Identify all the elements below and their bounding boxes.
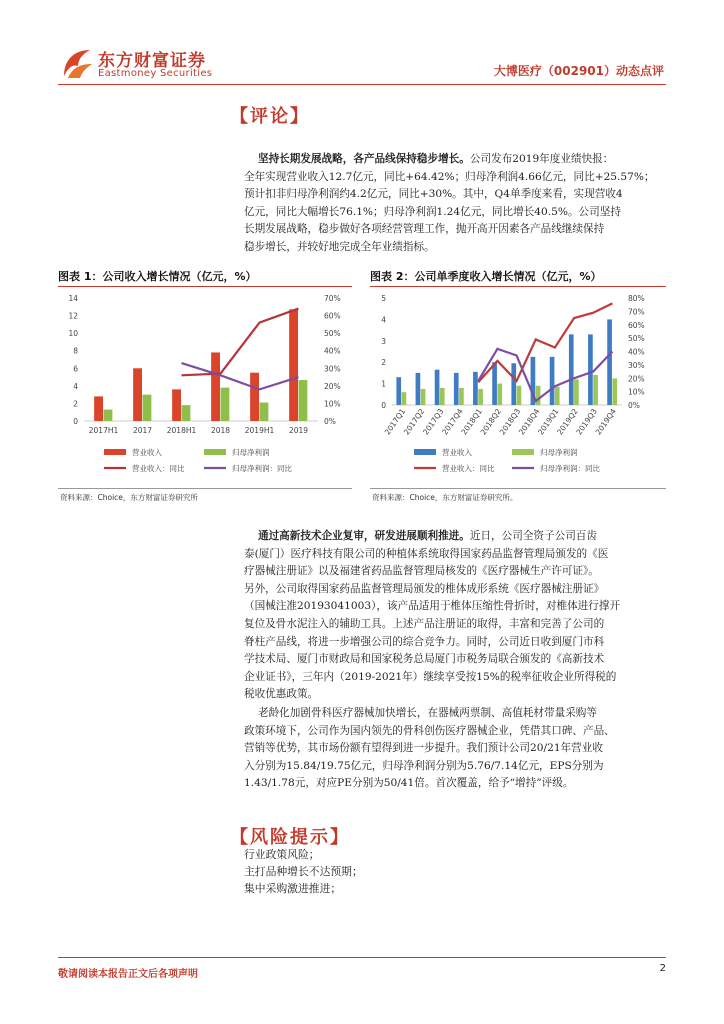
rnd-line: 学技术局、厦门市财政局和国家税务总局厦门市税务局联合颁发的《高新技术 [244, 653, 605, 666]
figure1-source: 资料来源：Choice，东方财富证券研究所 [60, 493, 198, 502]
y-tick-label: 6 [73, 364, 78, 374]
y-tick-label: 1 [381, 379, 386, 389]
bar-net-profit [593, 375, 598, 405]
y2-tick-label: 60% [324, 311, 341, 321]
rnd-line: （国械注准20193041003），该产品适用于椎体压缩性骨折时，对椎体进行撑开 [244, 600, 621, 613]
legend-label: 归母净利润 [232, 448, 270, 457]
bar-net-profit [299, 380, 308, 421]
bar-net-profit [459, 388, 464, 405]
y2-tick-label: 70% [324, 294, 341, 303]
figure1-title: 图表 1：公司收入增长情况（亿元，%） [58, 270, 257, 283]
y-tick-label: 8 [73, 346, 78, 356]
bar-revenue [588, 334, 593, 405]
legend-label: 归母净利润：同比 [232, 464, 292, 473]
comment-line: 预计扣非归母净利润约4.2亿元，同比+30%。其中，Q4单季度来看，实现营收4 [244, 188, 623, 201]
outlook-paragraph [244, 705, 664, 793]
bar-net-profit [574, 379, 579, 405]
footer-divider [58, 957, 666, 958]
legend-label: 营业收入：同比 [132, 464, 185, 473]
line-profit-yoy [182, 363, 299, 389]
y2-tick-label: 40% [628, 347, 645, 357]
legend-label: 营业收入 [442, 448, 472, 457]
bar-revenue [511, 363, 516, 405]
outlook-line: 1.43/1.78元，对应PE分别为50/41倍。首次覆盖，给予“增持”评级。 [244, 777, 574, 790]
y-tick-label: 5 [381, 294, 386, 303]
bar-net-profit [182, 405, 191, 421]
x-tick-label: 2018H1 [166, 426, 197, 435]
company-name-en: Eastmoney Securities [98, 68, 213, 79]
y2-tick-label: 80% [628, 294, 645, 303]
y-tick-label: 0 [381, 401, 386, 410]
bar-net-profit [440, 388, 445, 405]
y2-tick-label: 50% [324, 329, 341, 339]
bar-net-profit [421, 389, 426, 405]
x-tick-label: 2018 [210, 426, 231, 435]
figure1-bottom-rule [58, 488, 352, 489]
x-tick-label: 2019H1 [244, 426, 275, 435]
bar-revenue [211, 352, 220, 421]
rnd-line: 脊柱产品线，将进一步增强公司的综合竞争力。同时，公司近日收到厦门市科 [244, 635, 605, 648]
x-tick-label: 2017Q1 [382, 406, 408, 437]
comment-lead: 坚持长期发展战略，各产品线保持稳步增长。 [258, 153, 470, 165]
x-tick-label: 2017Q3 [421, 406, 446, 437]
page-number: 2 [659, 963, 666, 974]
x-tick-label: 2017Q4 [440, 406, 465, 437]
x-tick-label: 2017Q2 [401, 406, 427, 437]
y-tick-label: 3 [381, 336, 386, 346]
bar-net-profit [104, 410, 113, 421]
bar-net-profit [497, 384, 502, 405]
outlook-line: 老龄化加剧骨科医疗器械加快增长，在器械两票制、高值耗材带量采购等 [258, 707, 597, 719]
comment-line: 稳步增长，并较好地完成全年业绩指标。 [244, 240, 435, 253]
section-title-comment: 【评论】 [230, 106, 310, 127]
rnd-paragraph [244, 528, 664, 704]
bar-net-profit [143, 395, 152, 421]
y2-tick-label: 30% [628, 360, 645, 370]
y-tick-label: 2 [381, 358, 386, 368]
outlook-line: 入分别为15.84/19.75亿元，归母净利润分别为5.76/7.14亿元，EPS分别为 [244, 759, 604, 772]
legend-label: 营业收入 [132, 448, 162, 457]
y2-tick-label: 40% [324, 346, 341, 356]
risk-item: 行业政策风险； [244, 848, 320, 861]
x-tick-label: 2019Q1 [536, 406, 561, 437]
bar-revenue [396, 377, 401, 405]
footer-disclaimer: 敬请阅读本报告正文后各项声明 [58, 969, 198, 980]
legend-swatch [204, 449, 226, 455]
rnd-line: 近日，公司全资子公司百齿 [469, 530, 597, 542]
figure1-top-rule [58, 286, 352, 287]
comment-line: 公司发布2019年度业绩快报： [469, 153, 614, 165]
x-tick-label: 2019Q2 [555, 406, 580, 437]
x-tick-label: 2019 [288, 426, 309, 435]
comment-paragraph [244, 151, 664, 257]
x-tick-label: 2019Q4 [593, 406, 619, 437]
comment-line: 亿元，同比大幅增长76.1%；归母净利润1.24亿元，同比增长40.5%。公司坚持 [244, 205, 621, 218]
x-tick-label: 2018Q1 [459, 406, 484, 437]
y-tick-label: 4 [381, 315, 386, 325]
bar-revenue [94, 396, 103, 421]
bar-revenue [550, 357, 555, 405]
y-tick-label: 14 [68, 294, 78, 303]
figure1-chart [58, 288, 352, 488]
rnd-line: 泰(厦门）医疗科技有限公司的种植体系统取得国家药品监督管理局颁发的《医 [244, 547, 609, 560]
outlook-line: 政策环境下，公司作为国内领先的骨科创伤医疗器械企业，凭借其口碑、产品、 [244, 724, 615, 737]
figure2-source: 资料来源：Choice，东方财富证券研究所。 [372, 493, 518, 502]
bar-revenue [569, 334, 574, 405]
bar-net-profit [612, 378, 617, 405]
y2-tick-label: 30% [324, 364, 341, 374]
bar-revenue [435, 370, 440, 405]
bar-net-profit [221, 388, 230, 421]
bar-revenue [492, 362, 497, 405]
y-tick-label: 4 [73, 381, 78, 391]
bar-revenue [607, 319, 612, 405]
legend-swatch [512, 449, 534, 455]
bar-revenue [133, 368, 142, 421]
y-tick-label: 10 [68, 329, 78, 339]
rnd-line: 税收优惠政策。 [244, 688, 319, 701]
y2-tick-label: 10% [628, 387, 645, 397]
bar-revenue [473, 372, 478, 405]
comment-line: 长期发展战略，稳步做好各项经营管理工作，抛开高开因素各产品线继续保持 [244, 223, 605, 236]
y2-tick-label: 70% [628, 307, 645, 317]
x-tick-label: 2018Q4 [516, 406, 542, 437]
line-revenue-yoy [182, 309, 299, 376]
rnd-line: 疗器械注册证》以及福建省药品监督管理局核发的《医疗器械生产许可证》。 [244, 565, 599, 578]
rnd-line: 企业证书》，三年内（2019-2021年）继续享受按15%的税率征收企业所得税的 [244, 670, 617, 683]
legend-label: 营业收入：同比 [442, 464, 495, 473]
y-tick-label: 2 [73, 399, 78, 409]
bar-revenue [250, 373, 259, 421]
bar-net-profit [536, 386, 541, 405]
section-title-risk: 【风险提示】 [230, 827, 350, 848]
x-tick-label: 2017 [132, 426, 153, 435]
risk-item: 主打品种增长不达预期； [244, 865, 363, 878]
legend-label: 归母净利润 [540, 448, 578, 457]
x-tick-label: 2019Q3 [574, 406, 599, 437]
x-tick-label: 2018Q2 [478, 406, 504, 437]
bar-net-profit [517, 386, 522, 405]
y2-tick-label: 60% [628, 320, 645, 330]
rnd-line: 复位及骨水泥注入的辅助工具。上述产品注册证的取得，丰富和完善了公司的 [244, 617, 605, 630]
rnd-line: 另外，公司取得国家药品监督管理局颁发的椎体成形系统《医疗器械注册证》 [244, 582, 605, 595]
bar-net-profit [260, 403, 269, 421]
legend-swatch [414, 449, 436, 455]
bar-net-profit [555, 387, 560, 405]
bar-net-profit [402, 392, 407, 405]
risk-list [244, 846, 363, 897]
y2-tick-label: 50% [628, 334, 645, 344]
eastmoney-logo-icon [58, 46, 98, 80]
bar-revenue [416, 373, 421, 405]
y2-tick-label: 10% [324, 399, 341, 409]
header-divider [58, 84, 666, 85]
x-tick-label: 2018Q3 [497, 406, 523, 437]
report-title: 大博医疗（002901）动态点评 [493, 64, 664, 78]
bar-revenue [289, 309, 298, 421]
rnd-lead: 通过高新技术企业复审，研发进展顺利推进。 [258, 530, 470, 542]
outlook-line: 营销等优势，其市场份额有望得到进一步提升。我们预计公司20/21年营业收 [244, 742, 603, 755]
bar-revenue [172, 389, 181, 421]
y2-tick-label: 20% [628, 374, 645, 384]
comment-line: 全年实现营业收入12.7亿元，同比+64.42%；归母净利润4.66亿元，同比+25.57%； [244, 170, 655, 183]
x-tick-label: 2017H1 [88, 426, 119, 435]
y-tick-label: 12 [68, 311, 78, 321]
company-name-cn: 东方财富证券 [98, 51, 206, 71]
figure2-top-rule [370, 286, 666, 287]
y2-tick-label: 20% [324, 381, 341, 391]
y2-tick-label: 0% [628, 401, 640, 410]
figure2-bottom-rule [370, 488, 666, 489]
legend-swatch [104, 449, 126, 455]
figure2-title: 图表 2：公司单季度收入增长情况（亿元，%） [370, 270, 602, 283]
risk-item: 集中采购激进推进； [244, 882, 342, 895]
bar-revenue [454, 373, 459, 405]
legend-label: 归母净利润：同比 [540, 464, 600, 473]
y-tick-label: 0 [73, 417, 78, 426]
bar-net-profit [478, 389, 483, 405]
y2-tick-label: 0% [324, 417, 336, 426]
figure2-chart [370, 288, 666, 488]
